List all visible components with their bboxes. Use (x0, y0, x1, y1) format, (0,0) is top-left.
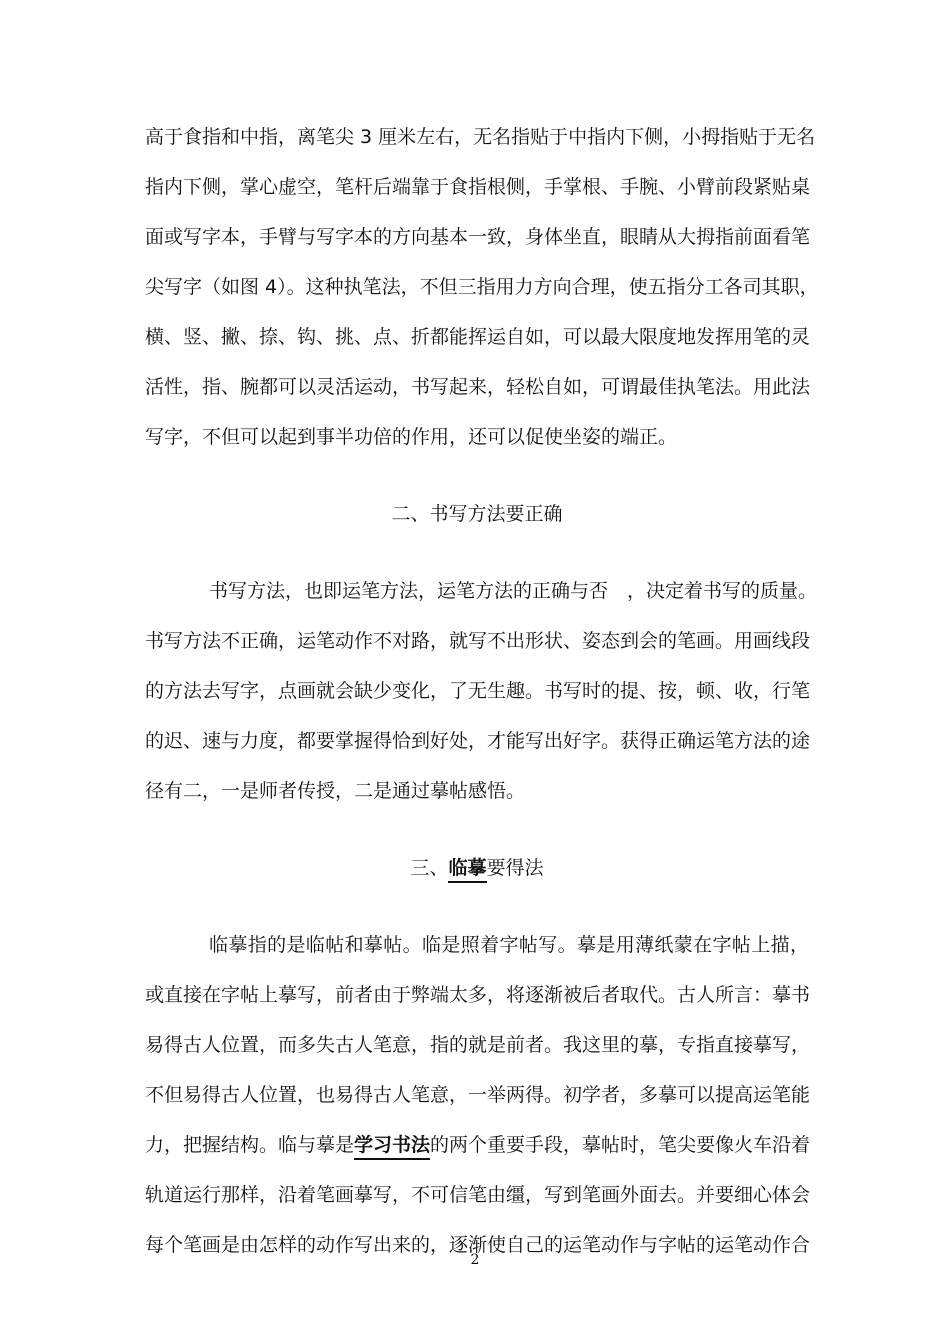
text-line (145, 1120, 809, 1170)
text-line: 每个笔画是由怎样的动作写出来的，逐渐使自己的运笔动作与字帖的运笔动作合 (145, 1234, 811, 1256)
text-line: 的迟、速与力度，都要掌握得恰到好处，才能写出好字。获得正确运笔方法的途 (145, 730, 811, 752)
text-line: 书写方法不正确，运笔动作不对路，就写不出形状、姿态到会的笔画。用画线段 (145, 630, 811, 652)
text-line: 面或写字本，手臂与写字本的方向基本一致，身体坐直，眼睛从大拇指前面看笔 (145, 226, 811, 248)
document-body (145, 112, 819, 1270)
text-line: 不但易得古人位置，也易得古人笔意，一举两得。初学者，多摹可以提高运笔能 (145, 1084, 811, 1106)
text-line: 活性，指、腕都可以灵活运动，书写起来，轻松自如，可谓最佳执笔法。用此法 (145, 376, 811, 398)
text-line: 书写方法，也即运笔方法，运笔方法的正确与否 ，决定着书写的质量。 (209, 580, 818, 602)
text-line: 的方法去写字，点画就会缺少变化，了无生趣。书写时的提、按，顿、收，行笔 (145, 680, 811, 702)
keyword-link[interactable]: 学习书法 (354, 1134, 430, 1160)
text-line: 轨道运行那样，沿着笔画摹写，不可信笔由缰，写到笔画外面去。并要细心体会 (145, 1184, 811, 1206)
paragraph-2 (145, 566, 818, 816)
text-line: 高于食指和中指，离笔尖 3 厘米左右，无名指贴于中指内下侧，小拇指贴于无名 (145, 126, 816, 148)
text-run: 的两个重要手段，摹帖时，笔尖要像火车沿着 (430, 1134, 811, 1156)
text-line: 易得古人位置，而多失古人笔意，指的就是前者。我这里的摹，专指直接摹写， (145, 1034, 811, 1056)
text-line: 横、竖、撇、捺、钩、挑、点、折都能挥运自如，可以最大限度地发挥用笔的灵 (145, 326, 811, 348)
heading-suffix: 要得法 (486, 857, 544, 879)
text-line: 或直接在字帖上摹写，前者由于弊端太多，将逐渐被后者取代。古人所言：摹书 (145, 984, 811, 1006)
text-run: 力，把握结构。临与摹是 (145, 1134, 355, 1156)
page-number: 2 (470, 1252, 480, 1268)
text-line: 尖写字（如图 4）。这种执笔法，不但三指用力方向合理，使五指分工各司其职， (145, 276, 819, 298)
heading-keyword-link[interactable]: 临摹 (448, 857, 486, 883)
text-line: 径有二，一是师者传授，二是通过摹帖感悟。 (145, 780, 526, 802)
text-line: 指内下侧，掌心虚空，笔杆后端靠于食指根侧，手掌根、手腕、小臂前段紧贴桌 (145, 176, 811, 198)
paragraph-3 (145, 920, 809, 1270)
section-heading-3 (145, 848, 809, 888)
section-heading-2: 二、书写方法要正确 (391, 503, 563, 525)
text-line: 写字，不但可以起到事半功倍的作用，还可以促使坐姿的端正。 (145, 426, 678, 448)
paragraph-1 (145, 112, 819, 462)
heading-prefix: 三、 (410, 857, 449, 879)
text-line: 临摹指的是临帖和摹帖。临是照着字帖写。摹是用薄纸蒙在字帖上描， (209, 934, 809, 956)
